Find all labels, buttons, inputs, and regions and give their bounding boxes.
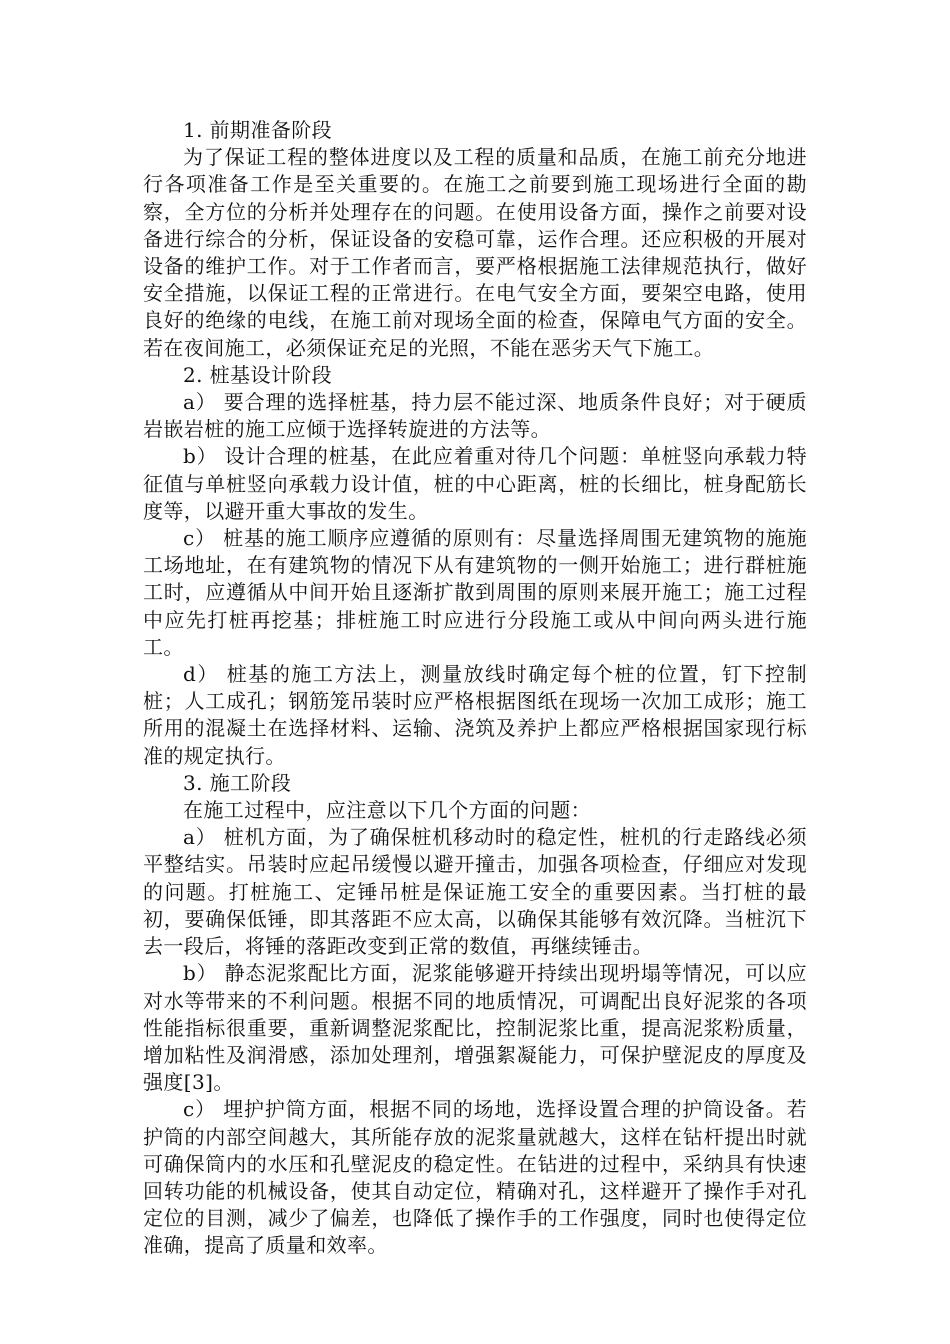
paragraph-construction-intro: 在施工过程中，应注意以下几个方面的问题：: [183, 798, 591, 823]
paragraph-pile-design-c: c） 桩基的施工顺序应遵循的原则有：尽量选择周围无建筑物的施施工场地址，在有建筑物的情况下从有建筑物的一侧开始施工；进行群桩施工时，应遵循从中间开始且逐渐扩散到周围的原则来展开施工；施工过程中应先打桩再挖基；排桩施工时应进行分段施工或从中间向两头进行施工。: [143, 526, 807, 659]
paragraph-pile-design-b: b） 设计合理的桩基，在此应着重对待几个问题：单桩竖向承载力特征值与单桩竖向承载力设计值，桩的中心距离，桩的长细比，桩身配筋长度等，以避开重大事故的发生。: [143, 444, 807, 523]
paragraph-construction-c: c） 埋护护筒方面，根据不同的场地，选择设置合理的护筒设备。若护筒的内部空间越大，其所能存放的泥浆量就越大，这样在钻杆提出时就可确保筒内的水压和孔壁泥皮的稳定性。在钻进的过程中，采纳具有快速回转功能的机械设备，使其自动定位，精确对孔，这样避开了操作手对孔定位的目测，减少了偏差，也降低了操作手的工作强度，同时也使得定位准确，提高了质量和效率。: [143, 1097, 807, 1258]
document-body: [143, 117, 807, 1260]
section-heading-construction: 3. 施工阶段: [183, 770, 292, 795]
paragraph-pile-design-a: a） 要合理的选择桩基，持力层不能过深、地质条件良好；对于硬质岩嵌岩桩的施工应倾于选择转旋进的方法等。: [143, 390, 807, 442]
section-heading-preparation: 1. 前期准备阶段: [183, 118, 333, 142]
paragraph-preparation: 为了保证工程的整体进度以及工程的质量和品质，在施工前充分地进行各项准备工作是至关重要的。在施工之前要到施工现场进行全面的勘察，全方位的分析并处理存在的问题。在使用设备方面，操作之前要对设备进行综合的分析，保证设备的安稳可靠，运作合理。还应积极的开展对设备的维护工作。对于工作者而言，要严格根据施工法律规范执行，做好安全措施，以保证工程的正常进行。在电气安全方面，要架空电路，使用良好的绝缘的电线，在施工前对现场全面的检查，保障电气方面的安全。若在夜间施工，必须保证充足的光照，不能在恶劣天气下施工。: [143, 145, 807, 360]
paragraph-construction-b: b） 静态泥浆配比方面，泥浆能够避开持续出现坍塌等情况，可以应对水等带来的不利问题。根据不同的地质情况，可调配出良好泥浆的各项性能指标很重要，重新调整泥浆配比，控制泥浆比重，提高泥浆粉质量，增加粘性及润滑感，添加处理剂，增强絮凝能力，可保护壁泥皮的厚度及强度[3]。: [143, 961, 807, 1095]
paragraph-construction-a: a） 桩机方面，为了确保桩机移动时的稳定性，桩机的行走路线必须平整结实。吊装时应起吊缓慢以避开撞击，加强各项检查，仔细应对发现的问题。打桩施工、定锤吊桩是保证施工安全的重要因素。当打桩的最初，要确保低锤，即其落距不应太高，以确保其能够有效沉降。当桩沉下去一段后，将锤的落距改变到正常的数值，再继续锤击。: [143, 825, 807, 959]
section-heading-pile-design: 2. 桩基设计阶段: [183, 362, 333, 387]
paragraph-pile-design-d: d） 桩基的施工方法上，测量放线时确定每个桩的位置，钉下控制桩；人工成孔；钢筋笼吊装时应严格根据图纸在现场一次加工成形；施工所用的混凝土在选择材料、运输、浇筑及养护上都应严格根据国家现行标准的规定执行。: [143, 662, 807, 768]
